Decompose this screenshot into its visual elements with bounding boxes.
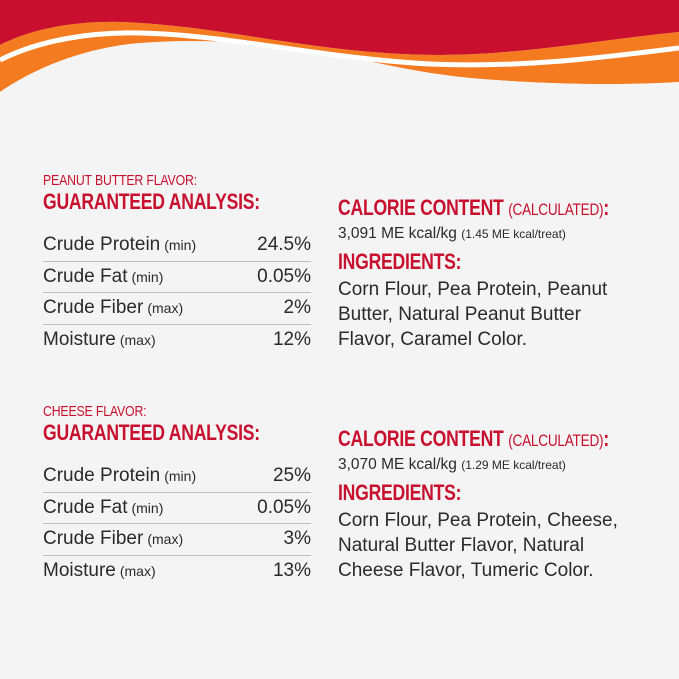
table-row	[43, 556, 311, 587]
nutrient-value: 2%	[283, 297, 311, 318]
calorie-heading	[338, 195, 609, 221]
calorie-colon: :	[603, 426, 609, 451]
calorie-value: 3,091 ME kcal/kg	[338, 225, 457, 242]
calorie-subtitle: (CALCULATED)	[508, 200, 604, 219]
peanut-butter-calorie-block	[338, 195, 677, 352]
nutrient-name: Crude Fat	[43, 496, 128, 518]
peanut-butter-section	[43, 172, 314, 215]
table-row	[43, 230, 311, 262]
calorie-value: 3,070 ME kcal/kg	[338, 456, 457, 473]
nutrient-qualifier: (max)	[147, 300, 184, 316]
nutrient-value: 12%	[272, 328, 311, 350]
analysis-table-peanut	[43, 230, 311, 355]
nutrient-name: Crude Protein	[43, 234, 161, 255]
cheese-section	[43, 403, 314, 446]
nutrient-qualifier: (max)	[119, 562, 156, 579]
ingredients-text: Corn Flour, Pea Protein, Peanut Butter, Natural Peanut Butter Flavor, Caramel Color.	[338, 279, 608, 350]
analysis-heading: GUARANTEED ANALYSIS:	[43, 420, 260, 445]
ingredients-heading: INGREDIENTS:	[338, 480, 462, 505]
brand-swoosh-decoration	[0, 0, 679, 110]
nutrient-qualifier: (min)	[164, 237, 197, 253]
nutrient-value: 3%	[283, 528, 311, 549]
ingredients-heading: INGREDIENTS:	[338, 249, 462, 274]
calorie-value-line	[338, 225, 677, 243]
nutrient-value: 13%	[272, 559, 311, 581]
nutrient-name: Crude Fat	[43, 265, 128, 287]
nutrient-qualifier: (min)	[131, 499, 164, 516]
calorie-value-line	[338, 456, 677, 474]
nutrient-name: Crude Fiber	[43, 297, 144, 318]
table-row	[43, 524, 311, 556]
table-row	[43, 493, 311, 525]
nutrient-value: 25%	[272, 465, 311, 486]
calorie-title: CALORIE CONTENT	[338, 426, 504, 451]
nutrient-name: Crude Fiber	[43, 528, 144, 549]
calorie-per-treat: (1.29 ME kcal/treat)	[461, 458, 566, 472]
nutrient-qualifier: (min)	[164, 468, 197, 484]
calorie-heading	[338, 426, 609, 452]
analysis-table-cheese	[43, 461, 311, 586]
flavor-label: CHEESE FLAVOR:	[43, 403, 147, 420]
calorie-title: CALORIE CONTENT	[338, 195, 504, 220]
table-row	[43, 461, 311, 493]
cheese-calorie-block	[338, 426, 677, 583]
calorie-subtitle: (CALCULATED)	[508, 431, 604, 450]
table-row	[43, 262, 311, 294]
flavor-label: PEANUT BUTTER FLAVOR:	[43, 172, 197, 189]
nutrient-qualifier: (max)	[147, 531, 184, 547]
calorie-colon: :	[603, 195, 609, 220]
analysis-heading: GUARANTEED ANALYSIS:	[43, 189, 260, 214]
nutrient-value: 0.05%	[257, 265, 311, 287]
nutrient-qualifier: (max)	[119, 331, 156, 348]
nutrient-value: 0.05%	[257, 496, 311, 518]
nutrient-name: Moisture	[43, 559, 116, 581]
nutrient-name: Crude Protein	[43, 465, 161, 486]
ingredients-text: Corn Flour, Pea Protein, Cheese, Natural Butter Flavor, Natural Cheese Flavor, Tumeric Color.	[338, 510, 618, 581]
nutrient-name: Moisture	[43, 328, 116, 350]
nutrient-value: 24.5%	[257, 234, 311, 255]
table-row	[43, 325, 311, 356]
calorie-per-treat: (1.45 ME kcal/treat)	[461, 227, 566, 241]
table-row	[43, 293, 311, 325]
nutrient-qualifier: (min)	[131, 268, 164, 285]
